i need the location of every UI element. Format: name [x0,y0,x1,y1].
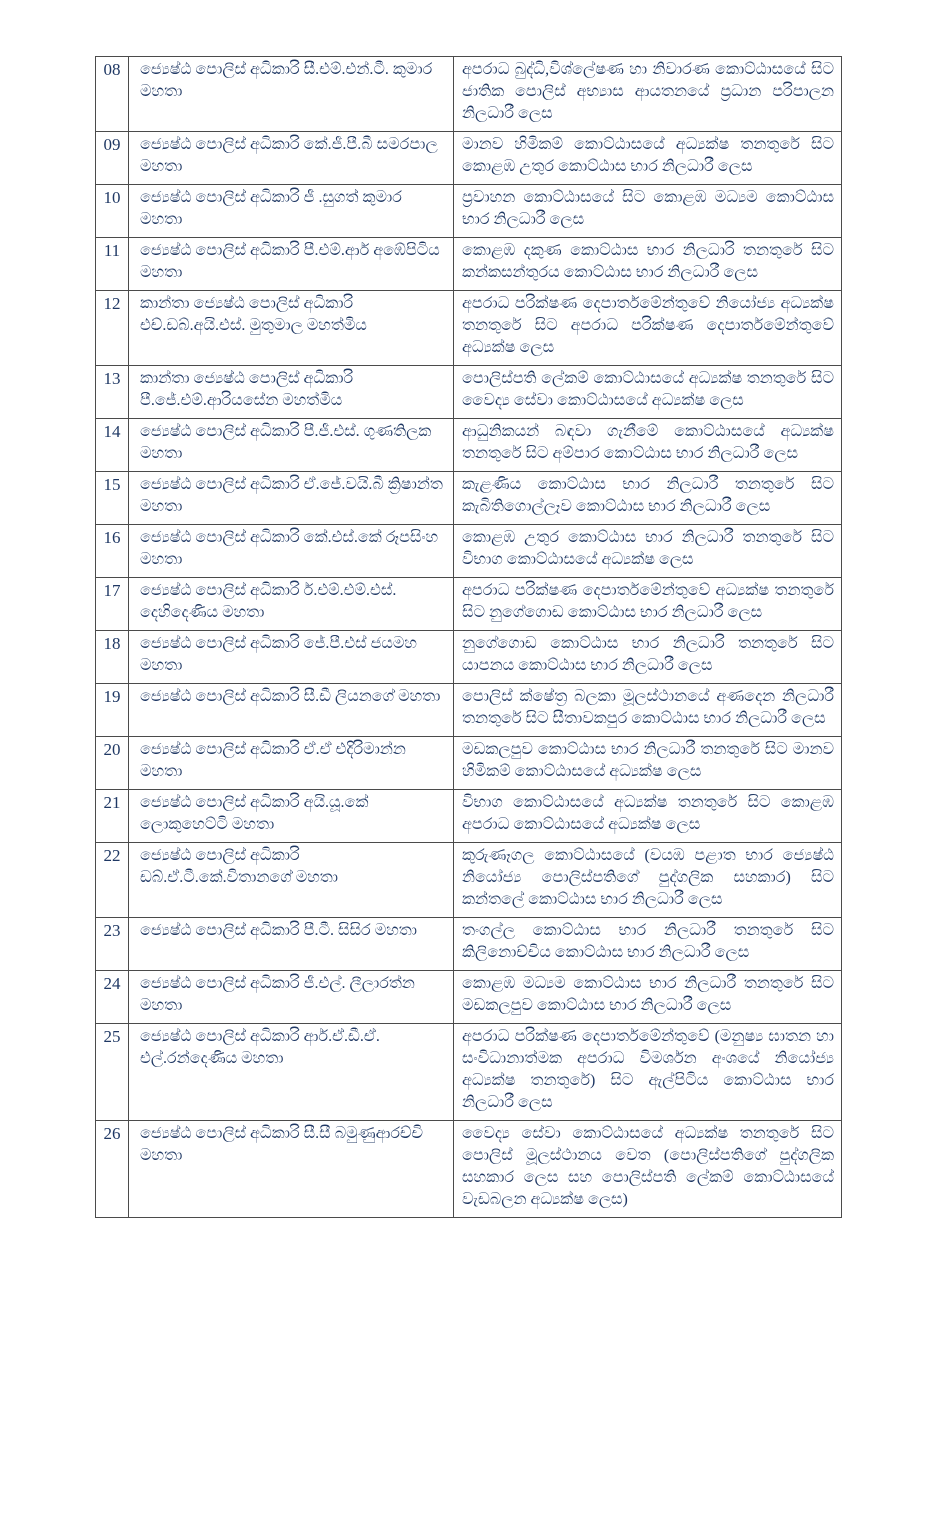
officer-name: ජ්‍යෙෂ්ඨ පොලිස් අධිකාරි කේ.එස්.කේ රූපසිංහ මහතා [129,525,454,578]
officer-name: ජ්‍යෙෂ්ඨ පොලිස් අධිකාරි පී.ටී. සිසිර මහතා [129,918,454,971]
table-row [96,238,842,291]
table-row [96,132,842,185]
officer-name: ජ්‍යෙෂ්ඨ පොලිස් අධිකාරි ජී.එල්. ලීලාරත්න මහතා [129,971,454,1024]
transfer-description: මඩකලපුව කොට්ඨාස භාර නිලධාරී තනතුරේ සිට මානව හිමිකම් කොට්ඨාසයේ අධ්‍යක්ෂ ලෙස [454,737,842,790]
transfer-description: වෛද්‍ය සේවා කොට්ඨාසයේ අධ්‍යක්ෂ තනතුරේ සිට පොලිස් මූලස්ථානය වෙත (පොලිස්පතිගේ පුද්ගලික සහකාර ලෙස සහ පොලිස්පති ලේකම් කොට්ඨාසයේ වැඩබලන අධ්‍යක්ෂ ලෙස) [454,1121,842,1218]
officer-transfer-table [95,56,842,1218]
row-number: 17 [96,578,129,631]
row-number: 09 [96,132,129,185]
transfer-description: මානව හිමිකම් කොට්ඨාසයේ අධ්‍යක්ෂ තනතුරේ සිට කොළඹ උතුර කොට්ඨාස භාර නිලධාරී ලෙස [454,132,842,185]
row-number: 11 [96,238,129,291]
table-row [96,525,842,578]
officer-name: ජ්‍යෙෂ්ඨ පොලිස් අධිකාරි ඒ.ජේ.වයි.බී ක්‍රිෂාන්ත මහතා [129,472,454,525]
row-number: 16 [96,525,129,578]
table-row [96,185,842,238]
transfer-description: කුරුණෑගල කොට්ඨාසයේ (වයඹ පළාත භාර ජ්‍යෙෂ්ඨ නියෝජ්‍ය පොලිස්පතිගේ පුද්ගලික සහකාර) සිට කන්තලේ කොට්ඨාස භාර නිලධාරී ලෙස [454,843,842,918]
officer-name: ජ්‍යෙෂ්ඨ පොලිස් අධිකාරි ජේ.පී.එස් ජයමහ මහතා [129,631,454,684]
table-row [96,790,842,843]
officer-name: කාන්තා ජ්‍යෙෂ්ඨ පොලිස් අධිකාරි එච්.ඩබ්.අයි.එස්. මුතුමාල මහත්මිය [129,291,454,366]
row-number: 21 [96,790,129,843]
officer-name: ජ්‍යෙෂ්ඨ පොලිස් අධිකාරි සී.ඩී ලියනගේ මහතා [129,684,454,737]
table-row [96,971,842,1024]
transfer-description: අපරාධ බුද්ධි,විශ්ලේෂණ හා නිවාරණ කොට්ඨාසයේ සිට ජාතික පොලිස් අභ්‍යාස ආයතනයේ ප්‍රධාන පරිපාලන නිලධාරී ලෙස [454,57,842,132]
transfer-description: ආධුනිකයන් බඳවා ගැනීමේ කොට්ඨාසයේ අධ්‍යක්ෂ තනතුරේ සිට අම්පාර කොට්ඨාස භාර නිලධාරී ලෙස [454,419,842,472]
row-number: 18 [96,631,129,684]
row-number: 14 [96,419,129,472]
table-row [96,419,842,472]
row-number: 25 [96,1024,129,1121]
officer-name: ජ්‍යෙෂ්ඨ පොලිස් අධිකාරි කේ.ජී.පී.බී සමරපාල මහතා [129,132,454,185]
transfer-description: අපරාධ පරික්ෂණ දෙපාර්තමේන්තුවේ නියෝජ්‍ය අධ්‍යක්ෂ තනතුරේ සිට අපරාධ පරික්ෂණ දෙපාර්තමේන්තුවේ අධ්‍යක්ෂ ලෙස [454,291,842,366]
transfer-description: විභාග කොට්ඨාසයේ අධ්‍යක්ෂ තනතුරේ සිට කොළඹ අපරාධ කොට්ඨාසයේ අධ්‍යක්ෂ ලෙස [454,790,842,843]
transfer-description: කොළඹ උතුර කොට්ඨාස භාර නිලධාරී තනතුරේ සිට විභාග කොට්ඨාසයේ අධ්‍යක්ෂ ලෙස [454,525,842,578]
row-number: 23 [96,918,129,971]
transfer-description: කැළණිය කොට්ඨාස භාර නිලධාරී තනතුරේ සිට කැබිතිගොල්ලෑව කොට්ඨාස භාර නිලධාරී ලෙස [454,472,842,525]
officer-name: ජ්‍යෙෂ්ඨ පොලිස් අධිකාරි සී.එම්.එන්.ටී. කුමාර මහතා [129,57,454,132]
row-number: 24 [96,971,129,1024]
officer-name: ජ්‍යෙෂ්ඨ පොලිස් අධිකාරි අයි.යූ.කේ ලොකුහෙට්ටි මහතා [129,790,454,843]
transfer-description: තංගල්ල කොට්ඨාස භාර නිලධාරී තනතුරේ සිට කිලිනොච්චිය කොට්ඨාස භාර නිලධාරී ලෙස [454,918,842,971]
row-number: 22 [96,843,129,918]
row-number: 13 [96,366,129,419]
officer-name: ජ්‍යෙෂ්ඨ පොලිස් අධිකාරි ර්.එම්.එම්.එස්. දෙහිදෙණිය මහතා [129,578,454,631]
table-row [96,57,842,132]
table-row [96,918,842,971]
officer-name: ජ්‍යෙෂ්ඨ පොලිස් අධිකාරි ආර්.ඒ.ඩී.ඒ. එල්.රන්දෙණිය මහතා [129,1024,454,1121]
row-number: 10 [96,185,129,238]
row-number: 08 [96,57,129,132]
table-row [96,843,842,918]
table-row [96,684,842,737]
officer-name: ජ්‍යෙෂ්ඨ පොලිස් අධිකාරි පී.එම්.ආර් අඹේපිටිය මහතා [129,238,454,291]
transfer-description: ප්‍රවාහන කොට්ඨාසයේ සිට කොළඹ මධ්‍යම කොට්ඨාස භාර නිලධාරී ලෙස [454,185,842,238]
transfer-description: අපරාධ පරික්ෂණ දෙපාර්තමේන්තුවේ (මනුෂ්‍ය ඝාතන හා සංවිධානාත්මක අපරාධ විමර්ශන අංශයේ නියෝජ්‍ය අධ්‍යක්ෂ තනතුරේ) සිට ඇල්පිටිය කොට්ඨාස භාර නිලධාරී ලෙස [454,1024,842,1121]
transfer-description: කොළඹ දකුණ කොට්ඨාස භාර නිලධාරි තනතුරේ සිට කන්කසන්තුරය කොට්ඨාස භාර නිලධාරී ලෙස [454,238,842,291]
table-row [96,737,842,790]
officer-name: ජ්‍යෙෂ්ඨ පොලිස් අධිකාරි පී.ජී.එස්. ගුණතිලක මහතා [129,419,454,472]
table-body [96,57,842,1218]
transfer-description: කොළඹ මධ්‍යම කොට්ඨාස භාර නිලධාරී තනතුරේ සිට මඩකලපුව කොට්ඨාස භාර නිලධාරී ලෙස [454,971,842,1024]
table-row [96,578,842,631]
transfer-description: අපරාධ පරික්ෂණ දෙපාර්තමේන්තුවේ අධ්‍යක්ෂ තනතුරේ සිට නුගේගොඩ කොට්ඨාස භාර නිලධාරී ලෙස [454,578,842,631]
table-row [96,1121,842,1218]
transfer-description: පොලිස්පති ලේකම් කොට්ඨාසයේ අධ්‍යක්ෂ තනතුරේ සිට වෛද්‍ය සේවා කොට්ඨාසයේ අධ්‍යක්ෂ ලෙස [454,366,842,419]
table-row [96,1024,842,1121]
row-number: 15 [96,472,129,525]
transfer-description: නුගේගොඩ කොට්ඨාස භාර නිලධාරි තනතුරේ සිට යාපනය කොට්ඨාස භාර නිලධාරී ලෙස [454,631,842,684]
table-row [96,366,842,419]
table-row [96,631,842,684]
row-number: 26 [96,1121,129,1218]
table-row [96,472,842,525]
row-number: 20 [96,737,129,790]
row-number: 19 [96,684,129,737]
officer-name: ජ්‍යෙෂ්ඨ පොලිස් අධිකාරි ඒ.ඒ එදිරිමාන්න මහතා [129,737,454,790]
officer-name: ජ්‍යෙෂ්ඨ පොලිස් අධිකාරි ඩබ්.ඒ.ටී.කේ.විතානගේ මහතා [129,843,454,918]
row-number: 12 [96,291,129,366]
officer-name: ජ්‍යෙෂ්ඨ පොලිස් අධිකාරි ජී .සුගත් කුමාර මහතා [129,185,454,238]
table-row [96,291,842,366]
transfer-description: පොලිස් ක්ෂේත්‍ර බලකා මූලස්ථානයේ අණදෙන නිලධාරී තනතුරේ සිට සීතාවකපුර කොට්ඨාස භාර නිලධාරී ලෙස [454,684,842,737]
officer-name: ජ්‍යෙෂ්ඨ පොලිස් අධිකාරි සී.සී බමුණුආරච්චි මහතා [129,1121,454,1218]
officer-name: කාන්තා ජ්‍යෙෂ්ඨ පොලිස් අධිකාරි පී.ජේ.එම්.ආරියසේන මහත්මිය [129,366,454,419]
